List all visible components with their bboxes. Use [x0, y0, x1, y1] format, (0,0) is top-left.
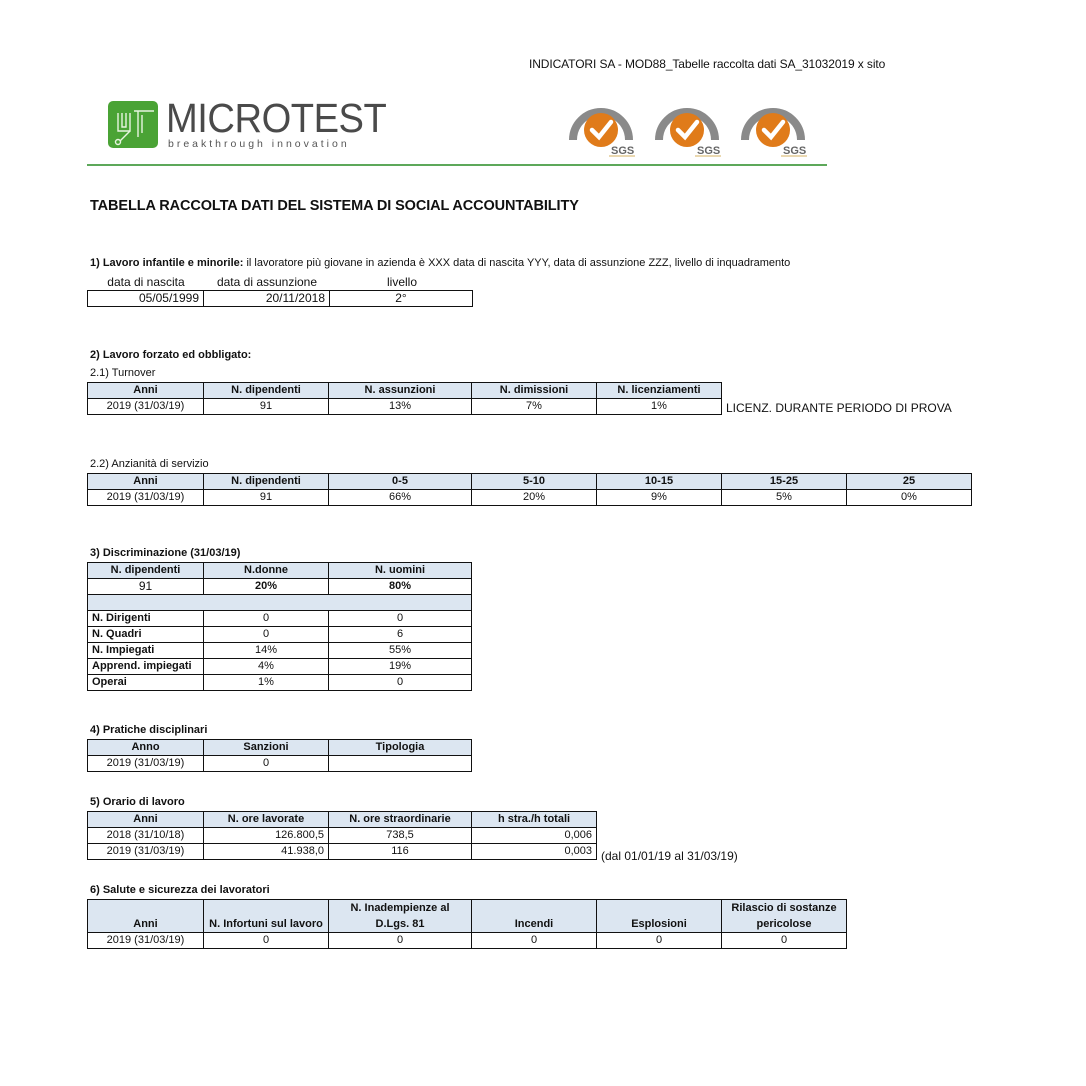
table-row [88, 611, 472, 627]
cell: 0% [847, 490, 972, 506]
seniority-subheading: 2.2) Anzianità di servizio [90, 458, 209, 470]
cell: 0 [329, 611, 472, 627]
cell: 738,5 [329, 828, 472, 844]
cell: 7% [472, 399, 597, 415]
section-1-title: 1) Lavoro infantile e minorile: [90, 257, 244, 269]
cell: 0 [204, 756, 329, 772]
cell: 0 [472, 933, 597, 949]
table-row [88, 643, 472, 659]
cell: 0 [329, 675, 472, 691]
col-header: Rilascio di sostanze pericolose [722, 900, 847, 933]
cell: 0 [597, 933, 722, 949]
cell: 55% [329, 643, 472, 659]
table-header-row [88, 383, 722, 399]
cell: 0 [204, 611, 329, 627]
table-row [88, 399, 722, 415]
col-header: N. Inadempienze al D.Lgs. 81 [329, 900, 472, 933]
col-header: N. dipendenti [88, 563, 204, 579]
section-3-title: 3) Discriminazione (31/03/19) [90, 547, 241, 559]
spacer-row [88, 595, 472, 611]
col-header: 25 [847, 474, 972, 490]
section-3-heading [90, 547, 240, 559]
section-6-title: 6) Salute e sicurezza dei lavoratori [90, 884, 270, 896]
working-hours-note: (dal 01/01/19 al 31/03/19) [601, 849, 738, 863]
hire-date-value: 20/11/2018 [204, 291, 330, 307]
col-header: N. dipendenti [204, 474, 329, 490]
cell: 20% [472, 490, 597, 506]
table-row [88, 844, 597, 860]
table-header-row [88, 740, 472, 756]
col-header: N. dimissioni [472, 383, 597, 399]
table-row [88, 579, 472, 595]
col-header: Sanzioni [204, 740, 329, 756]
cell: 66% [329, 490, 472, 506]
spacer-cell [88, 595, 472, 611]
seniority-table [87, 473, 972, 506]
sgs-iso9001-badge-icon [565, 92, 637, 158]
header-divider [87, 164, 827, 166]
document-reference: INDICATORI SA - MOD88_Tabelle raccolta dati SA_31032019 x sito [529, 57, 886, 71]
table-row [88, 933, 847, 949]
row-label: N. Dirigenti [88, 611, 204, 627]
svg-text:SGS: SGS [783, 145, 807, 157]
cell: 2018 (31/10/18) [88, 828, 204, 844]
turnover-note: LICENZ. DURANTE PERIODO DI PROVA [726, 401, 952, 415]
cell: 0 [722, 933, 847, 949]
page-title: TABELLA RACCOLTA DATI DEL SISTEMA DI SOCIAL ACCOUNTABILITY [90, 198, 579, 214]
col-header: N.donne [204, 563, 329, 579]
col-header: 5-10 [472, 474, 597, 490]
cell: 1% [204, 675, 329, 691]
cell: 9% [597, 490, 722, 506]
col-header: 10-15 [597, 474, 722, 490]
col-header: N. licenziamenti [597, 383, 722, 399]
section-1-heading [90, 257, 790, 269]
cell: 126.800,5 [204, 828, 329, 844]
col-header: Anni [88, 900, 204, 933]
col-header: N. assunzioni [329, 383, 472, 399]
col-header: h stra./h totali [472, 812, 597, 828]
cell: 2019 (31/03/19) [88, 490, 204, 506]
cell: 91 [88, 579, 204, 595]
discrimination-table [87, 562, 472, 691]
cell: 5% [722, 490, 847, 506]
cell: 0,006 [472, 828, 597, 844]
col-header: Anno [88, 740, 204, 756]
sgs-sa8000-badge-icon [737, 92, 809, 158]
logo-wordmark: MICROTEST [166, 95, 387, 141]
table-header-row [88, 563, 472, 579]
col-header: Anni [88, 812, 204, 828]
health-safety-table [87, 899, 847, 949]
cell [329, 756, 472, 772]
col-header: N. ore straordinarie [329, 812, 472, 828]
section-4-title: 4) Pratiche disciplinari [90, 724, 208, 736]
col-header: 0-5 [329, 474, 472, 490]
section-6-heading [90, 884, 270, 896]
sgs-iso14001-badge-icon [651, 92, 723, 158]
logo-tagline: breakthrough innovation [168, 138, 350, 150]
cell: 2019 (31/03/19) [88, 756, 204, 772]
row-label: Apprend. impiegati [88, 659, 204, 675]
col-header: Incendi [472, 900, 597, 933]
cell: 20% [204, 579, 329, 595]
birth-date-value: 05/05/1999 [88, 291, 204, 307]
youngest-worker-table [87, 290, 473, 307]
circuit-logo-icon [108, 101, 158, 148]
cell: 0,003 [472, 844, 597, 860]
section-5-title: 5) Orario di lavoro [90, 796, 185, 808]
cell: 1% [597, 399, 722, 415]
col-header: N. dipendenti [204, 383, 329, 399]
cell: 0 [329, 933, 472, 949]
section-4-heading [90, 724, 207, 736]
col-header: Anni [88, 383, 204, 399]
table-row [88, 659, 472, 675]
cell: 4% [204, 659, 329, 675]
col-header: N. Infortuni sul lavoro [204, 900, 329, 933]
level-value: 2° [330, 291, 473, 307]
section-2-title: 2) Lavoro forzato ed obbligato: [90, 349, 252, 361]
table-row [88, 490, 972, 506]
table-header-row [88, 812, 597, 828]
table-row [88, 291, 473, 307]
label-hire-date: data di assunzione [216, 275, 318, 289]
disciplinary-table [87, 739, 472, 772]
cell: 2019 (31/03/19) [88, 933, 204, 949]
cell: 14% [204, 643, 329, 659]
table-header-row [88, 474, 972, 490]
svg-text:SGS: SGS [697, 145, 721, 157]
cell: 0 [204, 933, 329, 949]
table-row [88, 828, 597, 844]
row-label: Operai [88, 675, 204, 691]
section-1-description: il lavoratore più giovane in azienda è XXX data di nascita YYY, data di assunzione ZZZ, livello di inquadramento [243, 257, 791, 269]
cell: 2019 (31/03/19) [88, 399, 204, 415]
section-2-heading [90, 349, 251, 361]
working-hours-table [87, 811, 597, 860]
cell: 6 [329, 627, 472, 643]
cell: 2019 (31/03/19) [88, 844, 204, 860]
cell: 80% [329, 579, 472, 595]
certification-badges [565, 92, 825, 158]
table-row [88, 756, 472, 772]
row-label: N. Impiegati [88, 643, 204, 659]
microtest-logo [108, 95, 387, 150]
row-label: N. Quadri [88, 627, 204, 643]
turnover-subheading: 2.1) Turnover [90, 367, 156, 379]
svg-text:SGS: SGS [611, 145, 635, 157]
turnover-table [87, 382, 722, 415]
cell: 19% [329, 659, 472, 675]
section-5-heading [90, 796, 185, 808]
table-row [88, 675, 472, 691]
cell: 91 [204, 399, 329, 415]
col-header: Anni [88, 474, 204, 490]
cell: 41.938,0 [204, 844, 329, 860]
cell: 116 [329, 844, 472, 860]
col-header: N. uomini [329, 563, 472, 579]
col-header: Tipologia [329, 740, 472, 756]
table-row [88, 627, 472, 643]
label-level: livello [386, 275, 417, 289]
col-header: 15-25 [722, 474, 847, 490]
col-header: Esplosioni [597, 900, 722, 933]
cell: 0 [204, 627, 329, 643]
cell: 91 [204, 490, 329, 506]
table-header-row [88, 900, 847, 933]
cell: 13% [329, 399, 472, 415]
label-birth-date: data di nascita [107, 275, 185, 289]
col-header: N. ore lavorate [204, 812, 329, 828]
